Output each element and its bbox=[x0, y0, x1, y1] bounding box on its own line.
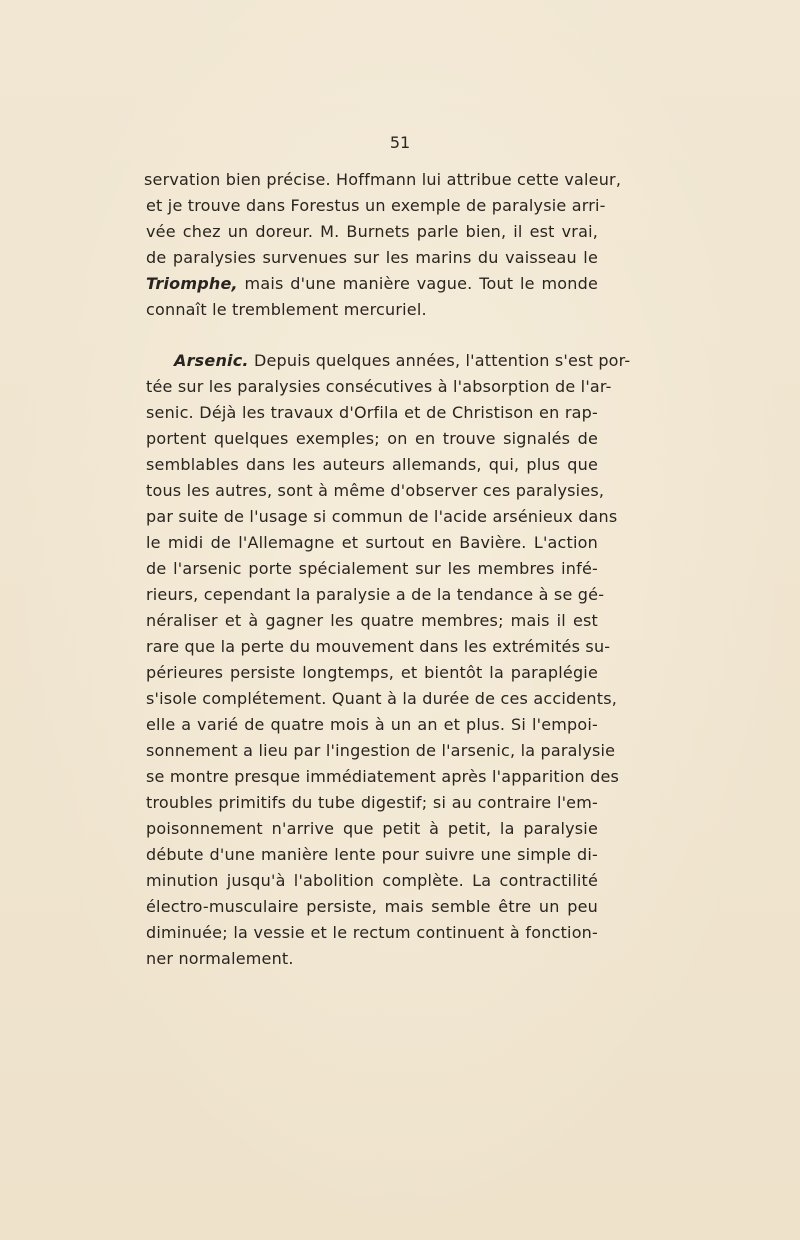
text-line: le midi de l'Allemagne et surtout en Bavière. L'action bbox=[146, 533, 598, 552]
text-line: périeures persiste longtemps, et bientôt la paraplégie bbox=[146, 663, 598, 682]
text-line: et je trouve dans Forestus un exemple de paralysie arri- bbox=[146, 196, 606, 215]
text-line: néraliser et à gagner les quatre membres; mais il est bbox=[146, 611, 598, 630]
text-line bbox=[146, 348, 631, 374]
text-line: semblables dans les auteurs allemands, qui, plus que bbox=[146, 455, 598, 474]
paragraph-mercury bbox=[144, 167, 622, 323]
text-line: servation bien précise. Hoffmann lui attribue cette valeur, bbox=[144, 170, 622, 189]
text-line bbox=[146, 271, 598, 297]
italic-ship-name: Triomphe, bbox=[146, 274, 238, 293]
text-line: tous les autres, sont à même d'observer ces paralysies, bbox=[146, 481, 605, 500]
text-line: se montre presque immédiatement après l'apparition des bbox=[146, 767, 620, 786]
page-number: 51 bbox=[389, 133, 411, 152]
text-line: rieurs, cependant la paralysie a de la tendance à se gé- bbox=[146, 585, 605, 604]
text-line: de l'arsenic porte spécialement sur les membres infé- bbox=[146, 559, 598, 578]
text-line: connaît le tremblement mercuriel. bbox=[146, 300, 427, 319]
text-line-rest: Depuis quelques années, l'attention s'est por- bbox=[253, 351, 631, 370]
text-line-rest: mais d'une manière vague. Tout le monde bbox=[244, 274, 598, 293]
text-line: par suite de l'usage si commun de l'acide arsénieux dans bbox=[146, 507, 618, 526]
text-line: troubles primitifs du tube digestif; si au contraire l'em- bbox=[146, 793, 598, 812]
text-line: portent quelques exemples; on en trouve signalés de bbox=[146, 429, 598, 448]
text-line: de paralysies survenues sur les marins du vaisseau le bbox=[146, 248, 598, 267]
text-line: minution jusqu'à l'abolition complète. La contractilité bbox=[146, 871, 598, 890]
text-line: vée chez un doreur. M. Burnets parle bien, il est vrai, bbox=[146, 222, 598, 241]
text-line: électro-musculaire persiste, mais semble être un peu bbox=[146, 897, 598, 916]
text-line: s'isole complétement. Quant à la durée de ces accidents, bbox=[146, 689, 618, 708]
text-line: sonnement a lieu par l'ingestion de l'arsenic, la paralysie bbox=[146, 741, 616, 760]
text-line: rare que la perte du mouvement dans les extrémités su- bbox=[146, 637, 611, 656]
text-line: elle a varié de quatre mois à un an et plus. Si l'empoi- bbox=[146, 715, 598, 734]
text-line: senic. Déjà les travaux d'Orfila et de Christison en rap- bbox=[146, 403, 598, 422]
text-line: diminuée; la vessie et le rectum continuent à fonction- bbox=[146, 923, 598, 942]
text-line: ner normalement. bbox=[146, 949, 294, 968]
text-line: tée sur les paralysies consécutives à l'absorption de l'ar- bbox=[146, 377, 612, 396]
text-line: débute d'une manière lente pour suivre une simple di- bbox=[146, 845, 598, 864]
section-heading-arsenic: Arsenic. bbox=[174, 351, 249, 370]
text-line: poisonnement n'arrive que petit à petit, la paralysie bbox=[146, 819, 598, 838]
paragraph-arsenic bbox=[146, 348, 631, 972]
